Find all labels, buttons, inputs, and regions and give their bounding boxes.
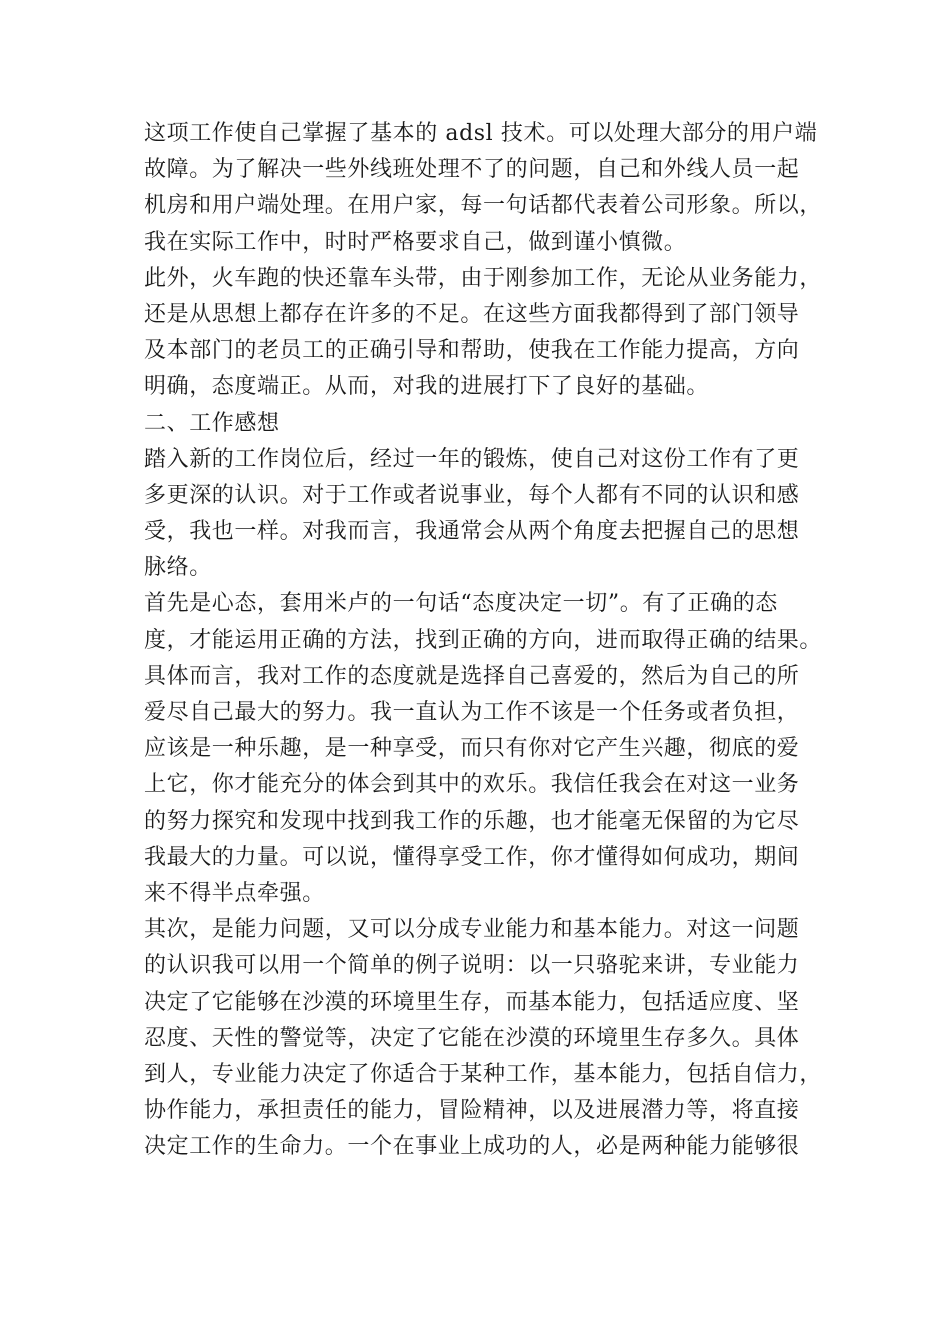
text-line: 决定了它能够在沙漠的环境里生存，而基本能力，包括适应度、坚	[144, 989, 800, 1015]
text-line: 多更深的认识。对于工作或者说事业，每个人都有不同的认识和感	[144, 482, 800, 508]
text-line: 应该是一种乐趣，是一种享受，而只有你对它产生兴趣，彻底的爱	[144, 736, 800, 762]
text-line: 我在实际工作中，时时严格要求自己，做到谨小慎微。	[144, 229, 687, 255]
text-line: 上它，你才能充分的体会到其中的欢乐。我信任我会在对这一业务	[144, 772, 800, 798]
text-line: 明确，态度端正。从而，对我的进展打下了良好的基础。	[144, 374, 710, 400]
text-line: 踏入新的工作岗位后，经过一年的锻炼，使自己对这份工作有了更	[144, 446, 800, 472]
text-line: 还是从思想上都存在许多的不足。在这些方面我都得到了部门领导	[144, 301, 800, 327]
text-line: 受，我也一样。对我而言，我通常会从两个角度去把握自己的思想	[144, 519, 800, 545]
text-line: 到人，专业能力决定了你适合于某种工作，基本能力，包括自信力，	[144, 1061, 823, 1087]
text-line: 爱尽自己最大的努力。我一直认为工作不该是一个任务或者负担，	[144, 700, 800, 725]
text-line: 此外，火车跑的快还靠车头带，由于刚参加工作，无论从业务能力，	[144, 265, 823, 291]
text-line: 决定工作的生命力。一个在事业上成功的人，必是两种能力能够很	[144, 1134, 800, 1160]
document-body	[144, 116, 824, 1165]
text-line: 脉络。	[144, 555, 212, 581]
text-line: 故障。为了解决一些外线班处理不了的问题，自己和外线人员一起	[144, 157, 800, 183]
text-line: 其次，是能力问题，又可以分成专业能力和基本能力。对这一问题	[144, 917, 800, 943]
text-line: 机房和用户端处理。在用户家，每一句话都代表着公司形象。所以，	[144, 193, 823, 219]
text-line: 来不得半点牵强。	[144, 880, 325, 906]
text-line: 协作能力，承担责任的能力，冒险精神，以及进展潜力等，将直接	[144, 1098, 800, 1124]
text-line: 的努力探究和发现中找到我工作的乐趣，也才能毫无保留的为它尽	[144, 808, 800, 834]
text-line: 这项工作使自己掌握了基本的 adsl 技术。可以处理大部分的用户端	[144, 121, 818, 146]
text-line: 我最大的力量。可以说，懂得享受工作，你才懂得如何成功，期间	[144, 844, 800, 870]
text-line: 首先是心态，套用米卢的一句话“态度决定一切”。有了正确的态	[144, 591, 778, 617]
text-line: 忍度、天性的警觉等，决定了它能在沙漠的环境里生存多久。具体	[144, 1025, 800, 1051]
text-line: 的认识我可以用一个简单的例子说明：以一只骆驼来讲，专业能力	[144, 953, 800, 979]
text-line: 及本部门的老员工的正确引导和帮助，使我在工作能力提高，方向	[144, 338, 800, 364]
text-line: 具体而言，我对工作的态度就是选择自己喜爱的，然后为自己的所	[144, 663, 800, 689]
section-heading: 二、工作感想	[144, 410, 280, 436]
text-line: 度，才能运用正确的方法，找到正确的方向，进而取得正确的结果。	[144, 627, 823, 653]
